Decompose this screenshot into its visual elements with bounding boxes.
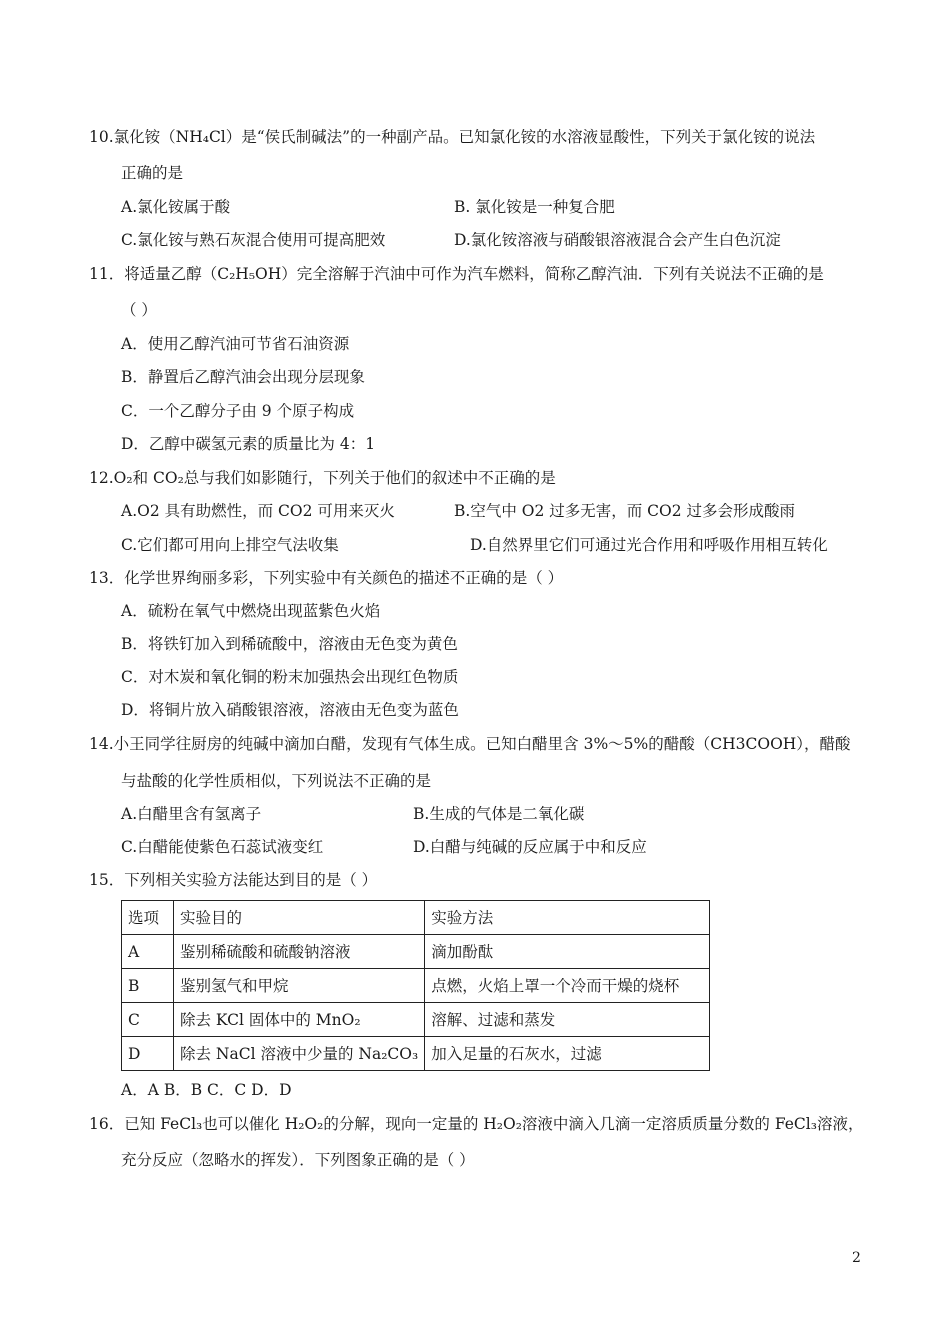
q14-option-b: B.生成的气体是二氧化碳 bbox=[413, 805, 585, 823]
q12-option-b: B.空气中 O2 过多无害，而 CO2 过多会形成酸雨 bbox=[454, 502, 796, 520]
table-cell: 除去 NaCl 溶液中少量的 Na₂CO₃ bbox=[174, 1037, 425, 1071]
table-cell: 加入足量的石灰水，过滤 bbox=[425, 1037, 710, 1071]
table-cell: C bbox=[122, 1003, 174, 1037]
q11-stem-line2: （ ） bbox=[121, 301, 157, 319]
table-row bbox=[122, 1037, 710, 1071]
table-cell: D bbox=[122, 1037, 174, 1071]
q12-option-a: A.O2 具有助燃性，而 CO2 可用来灭火 bbox=[121, 502, 395, 520]
q15-stem: 15．下列相关实验方法能达到目的是（ ） bbox=[89, 871, 378, 889]
q10-option-c: C.氯化铵与熟石灰混合使用可提高肥效 bbox=[121, 231, 386, 249]
table-cell: 点燃，火焰上罩一个冷而干燥的烧杯 bbox=[425, 969, 710, 1003]
q10-stem-line2: 正确的是 bbox=[121, 164, 184, 182]
q12-option-c: C.它们都可用向上排空气法收集 bbox=[121, 536, 339, 554]
q16-stem-line2: 充分反应（忽略水的挥发）．下列图象正确的是（ ） bbox=[121, 1151, 475, 1169]
table-cell: B bbox=[122, 969, 174, 1003]
page-number: 2 bbox=[852, 1250, 861, 1266]
q13-option-d: D．将铜片放入硝酸银溶液，溶液由无色变为蓝色 bbox=[121, 701, 459, 719]
table-cell: 滴加酚酞 bbox=[425, 935, 710, 969]
q14-stem-line1: 14.小王同学往厨房的纯碱中滴加白醋，发现有气体生成。已知白醋里含 3%～5%的醋酸（CH3COOH），醋酸 bbox=[89, 735, 851, 753]
table-cell: 除去 KCl 固体中的 MnO₂ bbox=[174, 1003, 425, 1037]
q14-option-d: D.白醋与纯碱的反应属于中和反应 bbox=[413, 838, 647, 856]
q11-stem-line1: 11．将适量乙醇（C₂H₅OH）完全溶解于汽油中可作为汽车燃料，简称乙醇汽油．下列有关说法不正确的是 bbox=[89, 265, 824, 283]
q10-stem-line1: 10.氯化铵（NH₄Cl）是“侯氏制碱法”的一种副产品。已知氯化铵的水溶液显酸性，下列关于氯化铵的说法 bbox=[89, 128, 816, 146]
table-row bbox=[122, 1003, 710, 1037]
table-row bbox=[122, 935, 710, 969]
table-cell: A bbox=[122, 935, 174, 969]
q16-stem-line1: 16．已知 FeCl₃也可以催化 H₂O₂的分解，现向一定量的 H₂O₂溶液中滴入几滴一定溶质质量分数的 FeCl₃溶液， bbox=[89, 1115, 864, 1133]
q10-option-d: D.氯化铵溶液与硝酸银溶液混合会产生白色沉淀 bbox=[454, 231, 781, 249]
table-header-cell: 实验方法 bbox=[425, 901, 710, 935]
table-header-row bbox=[122, 901, 710, 935]
q10-option-a: A.氯化铵属于酸 bbox=[121, 198, 231, 216]
table-cell: 鉴别稀硫酸和硫酸钠溶液 bbox=[174, 935, 425, 969]
q11-option-a: A．使用乙醇汽油可节省石油资源 bbox=[121, 335, 350, 353]
q12-option-d: D.自然界里它们可通过光合作用和呼吸作用相互转化 bbox=[470, 536, 828, 554]
q11-option-c: C．一个乙醇分子由 9 个原子构成 bbox=[121, 402, 355, 420]
q12-stem: 12.O₂和 CO₂总与我们如影随行，下列关于他们的叙述中不正确的是 bbox=[89, 469, 556, 487]
q14-stem-line2: 与盐酸的化学性质相似，下列说法不正确的是 bbox=[121, 772, 432, 790]
q15-table bbox=[121, 900, 710, 1071]
q11-option-d: D．乙醇中碳氢元素的质量比为 4：1 bbox=[121, 435, 376, 453]
q13-stem: 13．化学世界绚丽多彩，下列实验中有关颜色的描述不正确的是（ ） bbox=[89, 569, 564, 587]
table-header-cell: 选项 bbox=[122, 901, 174, 935]
q13-option-b: B．将铁钉加入到稀硫酸中，溶液由无色变为黄色 bbox=[121, 635, 458, 653]
q13-option-a: A．硫粉在氧气中燃烧出现蓝紫色火焰 bbox=[121, 602, 381, 620]
q14-option-c: C.白醋能使紫色石蕊试液变红 bbox=[121, 838, 324, 856]
q10-option-b: B. 氯化铵是一种复合肥 bbox=[454, 198, 615, 216]
table-cell: 溶解、过滤和蒸发 bbox=[425, 1003, 710, 1037]
q13-option-c: C．对木炭和氧化铜的粉末加强热会出现红色物质 bbox=[121, 668, 459, 686]
table-header-cell: 实验目的 bbox=[174, 901, 425, 935]
table-cell: 鉴别氢气和甲烷 bbox=[174, 969, 425, 1003]
table-row bbox=[122, 969, 710, 1003]
q11-option-b: B．静置后乙醇汽油会出现分层现象 bbox=[121, 368, 365, 386]
q14-option-a: A.白醋里含有氢离子 bbox=[121, 805, 262, 823]
q15-options: A．A B．B C．C D．D bbox=[121, 1081, 292, 1099]
